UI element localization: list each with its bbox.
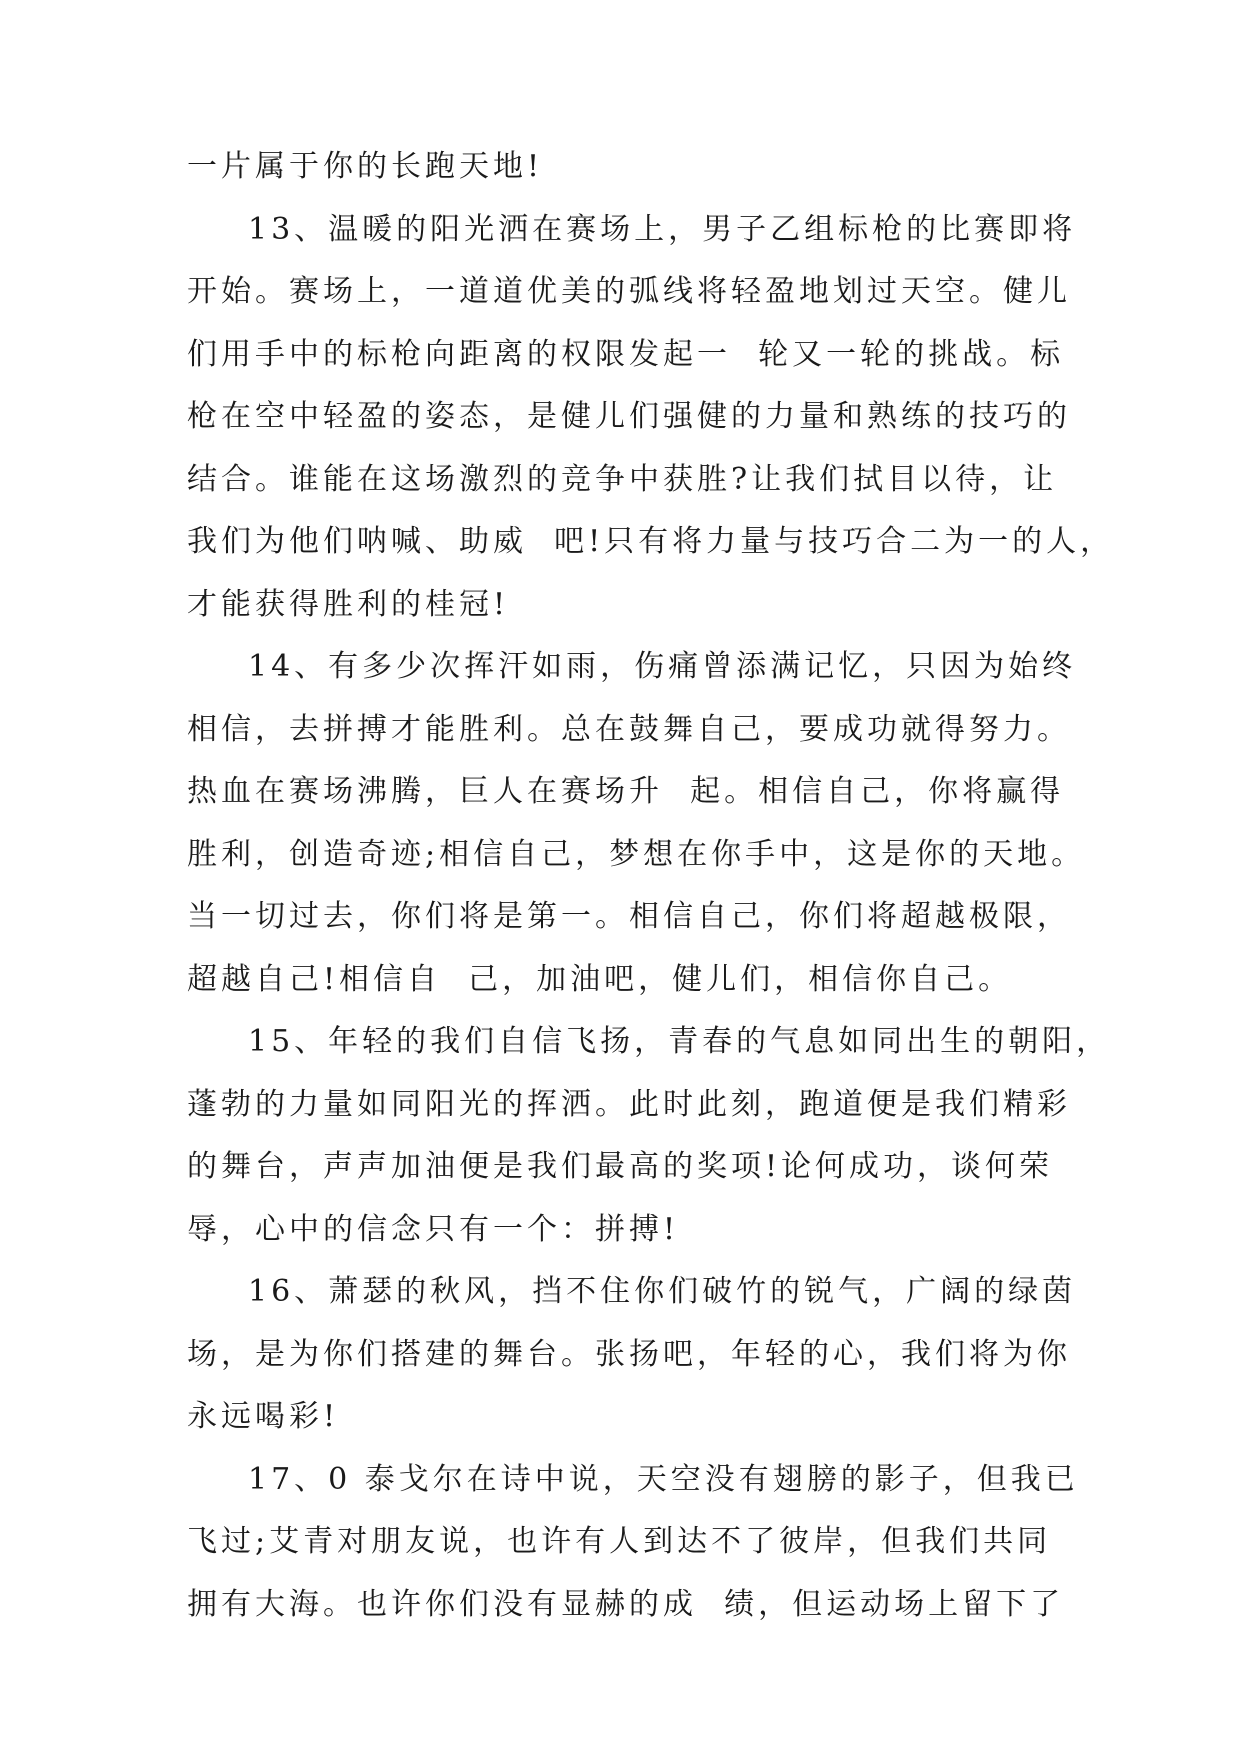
text-line: 热血在赛场沸腾，巨人在赛场升 起。相信自己，你将赢得 [187,774,1065,809]
text-line: 场，是为你们搭建的舞台。张扬吧，年轻的心，我们将为你 [187,1337,1071,1372]
text-line: 结合。谁能在这场激烈的竞争中获胜?让我们拭目以待，让 [187,462,1058,497]
text-line: 胜利，创造奇迹;相信自己，梦想在你手中，这是你的天地。 [187,837,1086,872]
text-line: 相信，去拼搏才能胜利。总在鼓舞自己，要成功就得努力。 [187,712,1071,747]
text-line: 飞过;艾青对朋友说，也许有人到达不了彼岸，但我们共同 [187,1524,1052,1559]
text-line: 才能获得胜利的桂冠! [187,587,510,622]
text-line: 17、0 泰戈尔在诗中说，天空没有翅膀的影子，但我已 [248,1462,1079,1497]
text-line: 我们为他们呐喊、助威 吧!只有将力量与技巧合二为一的人， [187,524,1115,559]
text-line: 们用手中的标枪向距离的权限发起一 轮又一轮的挑战。标 [187,337,1065,372]
text-line: 一片属于你的长跑天地! [187,149,544,184]
text-line: 当一切过去，你们将是第一。相信自己，你们将超越极限， [187,899,1071,934]
text-line: 13、温暖的阳光洒在赛场上，男子乙组标枪的比赛即将 [248,212,1077,247]
text-line: 14、有多少次挥汗如雨，伤痛曾添满记忆，只因为始终 [248,649,1077,684]
text-line: 拥有大海。也许你们没有显赫的成 绩，但运动场上留下了 [187,1587,1065,1622]
text-line: 超越自己!相信自 己，加油吧，健儿们，相信你自己。 [187,962,1013,997]
text-line: 开始。赛场上，一道道优美的弧线将轻盈地划过天空。健儿 [187,274,1071,309]
text-line: 枪在空中轻盈的姿态，是健儿们强健的力量和熟练的技巧的 [187,399,1071,434]
text-line: 16、萧瑟的秋风，挡不住你们破竹的锐气，广阔的绿茵 [248,1274,1077,1309]
text-line: 蓬勃的力量如同阳光的挥洒。此时此刻，跑道便是我们精彩 [187,1087,1071,1122]
text-line: 的舞台，声声加油便是我们最高的奖项!论何成功，谈何荣 [187,1149,1054,1184]
text-line: 永远喝彩! [187,1399,340,1434]
text-line: 辱，心中的信念只有一个：拼搏! [187,1212,680,1247]
text-line: 15、年轻的我们自信飞扬，青春的气息如同出生的朝阳， [248,1024,1111,1059]
